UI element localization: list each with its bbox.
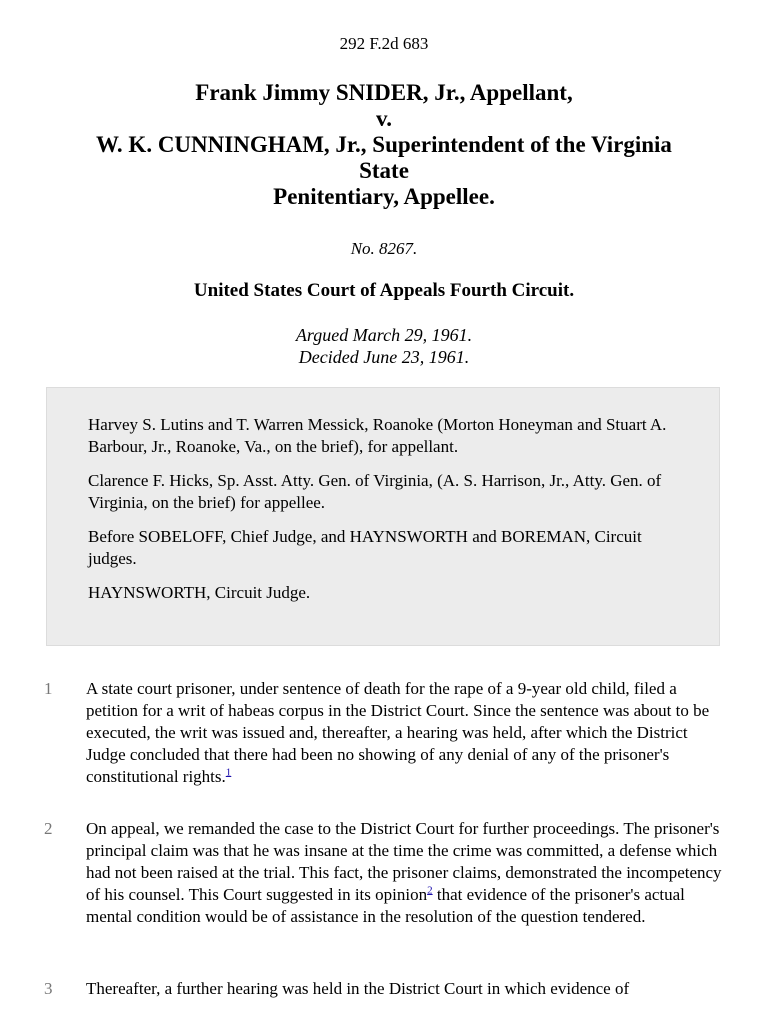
- counsel-appellant: Harvey S. Lutins and T. Warren Messick, Roanoke (Morton Honeyman and Stuart A. Barbour, Jr., Roanoke, Va., on the brief), for appellant.: [88, 415, 667, 456]
- paragraph-text: [86, 978, 726, 1000]
- title-line-appellant: Frank Jimmy SNIDER, Jr., Appellant,: [195, 80, 573, 105]
- paragraph-text-before: A state court prisoner, under sentence of death for the rape of a 9-year old child, filed a petition for a writ of habeas corpus in the District Court. Since the sentence was about to be executed, the writ was issued and, thereafter, a hearing was held, after which the District Judge concluded that there had been no showing of any denial of any of the prisoner's constitutional rights.: [86, 679, 710, 786]
- title-line-appellee-2: State: [359, 158, 409, 183]
- footnote-link-1[interactable]: 1: [225, 766, 232, 779]
- decided-date: Decided June 23, 1961.: [298, 347, 470, 367]
- court-name: United States Court of Appeals Fourth Circuit.: [193, 280, 575, 301]
- case-dates: [0, 324, 768, 368]
- case-citation: 292 F.2d 683: [339, 34, 429, 53]
- paragraph-text-after: that evidence of the prisoner's actual mental condition would be of assistance in the resolution of the question tendered.: [86, 885, 685, 926]
- opinion-author: HAYNSWORTH, Circuit Judge.: [88, 583, 311, 602]
- counsel-panel: [46, 387, 720, 646]
- paragraph-number: 1: [44, 679, 53, 698]
- title-line-appellee-3: Penitentiary, Appellee.: [273, 184, 495, 209]
- case-title: [40, 80, 728, 210]
- paragraph-text-before: Thereafter, a further hearing was held in the District Court in which evidence of: [86, 979, 630, 998]
- title-line-versus: v.: [376, 106, 392, 131]
- paragraph-text: [86, 818, 726, 928]
- paragraph-number: 3: [44, 979, 53, 998]
- docket-number: No. 8267.: [350, 239, 418, 258]
- panel-judges: Before SOBELOFF, Chief Judge, and HAYNSWORTH and BOREMAN, Circuit judges.: [88, 527, 642, 568]
- counsel-appellee: Clarence F. Hicks, Sp. Asst. Atty. Gen. of Virginia, (A. S. Harrison, Jr., Atty. Gen. of Virginia, on the brief) for appellee.: [88, 471, 662, 512]
- argued-date: Argued March 29, 1961.: [295, 325, 473, 345]
- title-line-appellee-1: W. K. CUNNINGHAM, Jr., Superintendent of the Virginia: [96, 132, 672, 157]
- paragraph-text-before: On appeal, we remanded the case to the District Court for further proceedings. The prisoner's principal claim was that he was insane at the time the crime was committed, a defense which had not been raised at the trial. This fact, the prisoner claims, demonstrated the incompetency of his counsel. This Court suggested in its opinion: [86, 819, 722, 904]
- paragraph-number: 2: [44, 819, 53, 838]
- footnote-link-2[interactable]: 2: [427, 884, 433, 897]
- paragraph-text: [86, 678, 726, 788]
